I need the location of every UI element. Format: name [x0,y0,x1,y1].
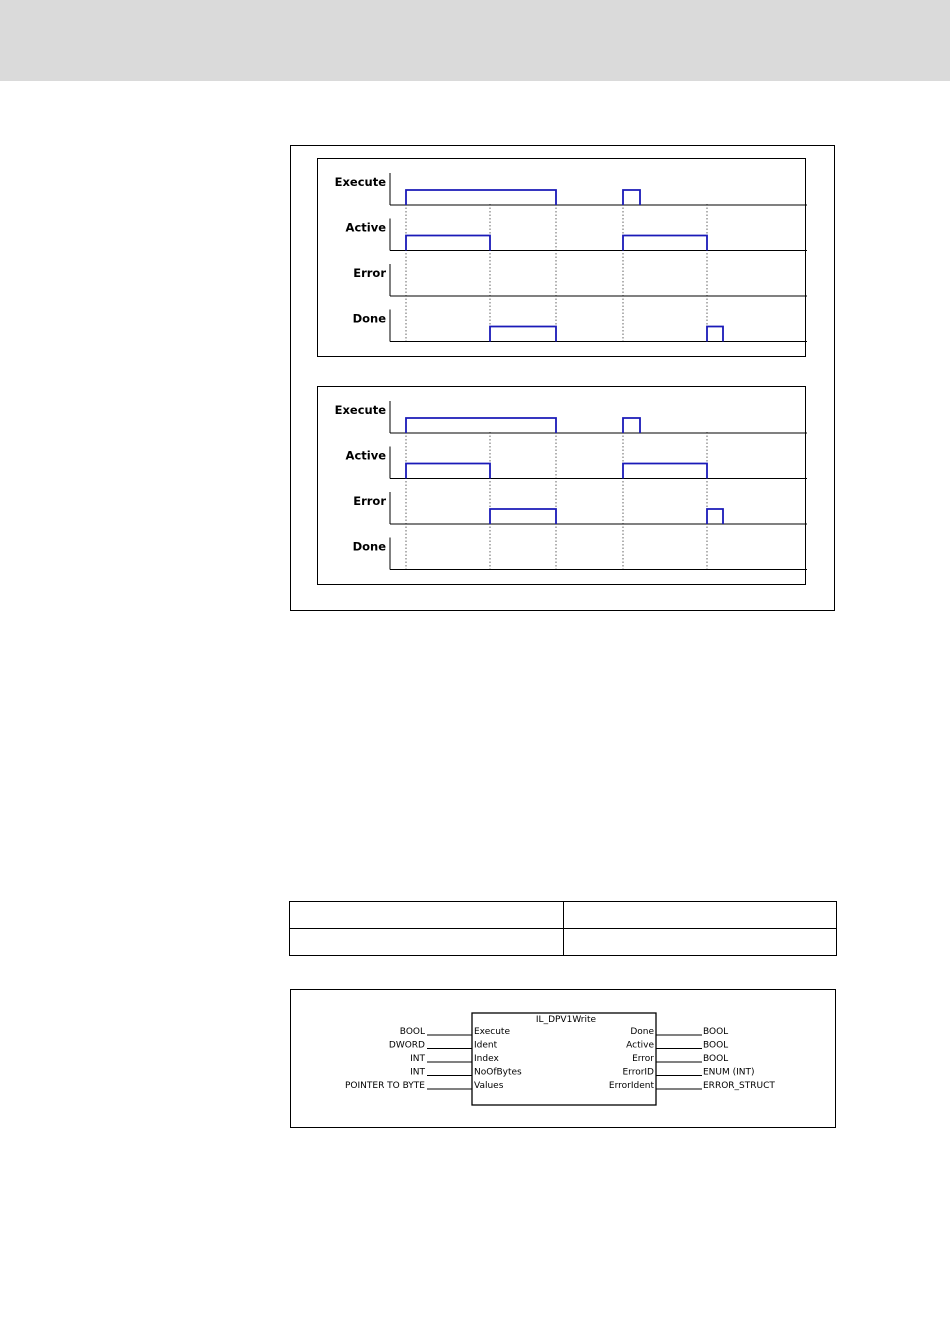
input-pin-name: Ident [474,1040,498,1051]
signal-pulse-active [406,236,490,251]
output-pin-name: Active [626,1040,654,1051]
timing-svg-error [318,387,807,586]
function-block-diagram [291,990,837,1129]
signal-pulse-done [707,327,723,342]
signal-pulse-execute [623,418,640,433]
output-type-label: BOOL [703,1027,729,1037]
table-row [290,929,837,956]
signal-pulse-active [406,464,490,479]
output-type-label: BOOL [703,1040,729,1051]
signal-pulse-active [623,464,707,479]
signal-label-done: Done [352,539,386,554]
timing-diagram-error-case [317,386,806,585]
output-type-label: ENUM (INT) [703,1067,755,1078]
input-pin-name: Execute [474,1027,510,1037]
output-type-label: BOOL [703,1054,729,1064]
signal-pulse-execute [406,190,556,205]
output-pin-name: ErrorIdent [608,1081,654,1091]
timing-diagram-done-case [317,158,806,357]
output-pin-name: Error [632,1054,654,1064]
signal-pulse-active [623,236,707,251]
table-cell [290,902,564,929]
timing-svg-done [318,159,807,358]
signal-pulse-execute [406,418,556,433]
output-pin-name: Done [630,1027,654,1037]
table-cell [563,902,837,929]
io-table [289,901,837,956]
table-cell [563,929,837,956]
input-type-label: INT [410,1054,425,1064]
signal-label-active: Active [345,220,386,235]
input-type-label: POINTER TO BYTE [344,1081,425,1091]
signal-label-execute: Execute [334,403,386,417]
table-row [290,902,837,929]
signal-label-done: Done [352,311,386,326]
input-pin-name: Values [474,1081,504,1091]
input-pin-name: Index [474,1054,499,1064]
function-block-frame [290,989,836,1128]
input-type-label: BOOL [399,1027,425,1037]
input-type-label: INT [410,1067,425,1078]
signal-label-error: Error [353,494,386,508]
input-type-label: DWORD [388,1040,425,1051]
function-block-title: IL_DPV1Write [535,1015,597,1025]
input-pin-name: NoOfBytes [474,1067,522,1078]
output-pin-name: ErrorID [622,1067,654,1078]
signal-pulse-execute [623,190,640,205]
signal-label-error: Error [353,266,386,280]
signal-label-execute: Execute [334,175,386,189]
signal-pulse-error [490,509,556,524]
signal-pulse-error [707,509,723,524]
signal-pulse-done [490,327,556,342]
page-header-band [0,0,950,81]
signal-label-active: Active [345,448,386,463]
table-cell [290,929,564,956]
output-type-label: ERROR_STRUCT [703,1081,775,1091]
